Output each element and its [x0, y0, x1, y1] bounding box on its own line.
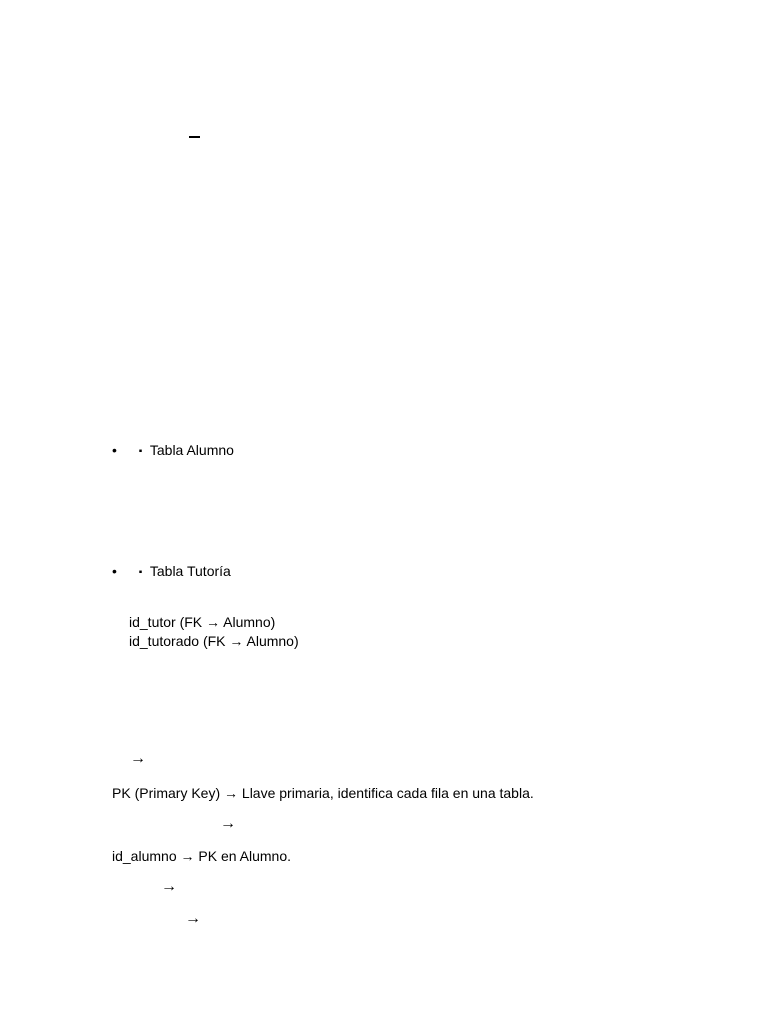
- field-id-tutor: id_tutor (FK → Alumno): [129, 614, 276, 630]
- section-title-tutoria: Tabla Tutoría: [149, 563, 231, 579]
- dash-mark: [189, 136, 200, 138]
- definition-id-alumno: id_alumno → PK en Alumno.: [112, 848, 291, 864]
- bullet: •: [112, 442, 117, 458]
- section-title-alumno: Tabla Alumno: [149, 442, 234, 458]
- arrow-glyph: →: [161, 878, 177, 895]
- bullet: •: [112, 563, 117, 579]
- sub-bullet: ▪: [138, 567, 143, 578]
- arrow-glyph: →: [220, 815, 236, 832]
- sub-bullet: ▪: [138, 446, 143, 457]
- arrow-glyph: →: [130, 750, 146, 767]
- field-id-tutorado: id_tutorado (FK → Alumno): [129, 633, 299, 649]
- section-alumno: [112, 441, 234, 462]
- definition-pk: PK (Primary Key) → Llave primaria, identifica cada fila en una tabla.: [112, 785, 534, 801]
- arrow-glyph: →: [185, 910, 201, 927]
- section-tutoria: [112, 562, 231, 583]
